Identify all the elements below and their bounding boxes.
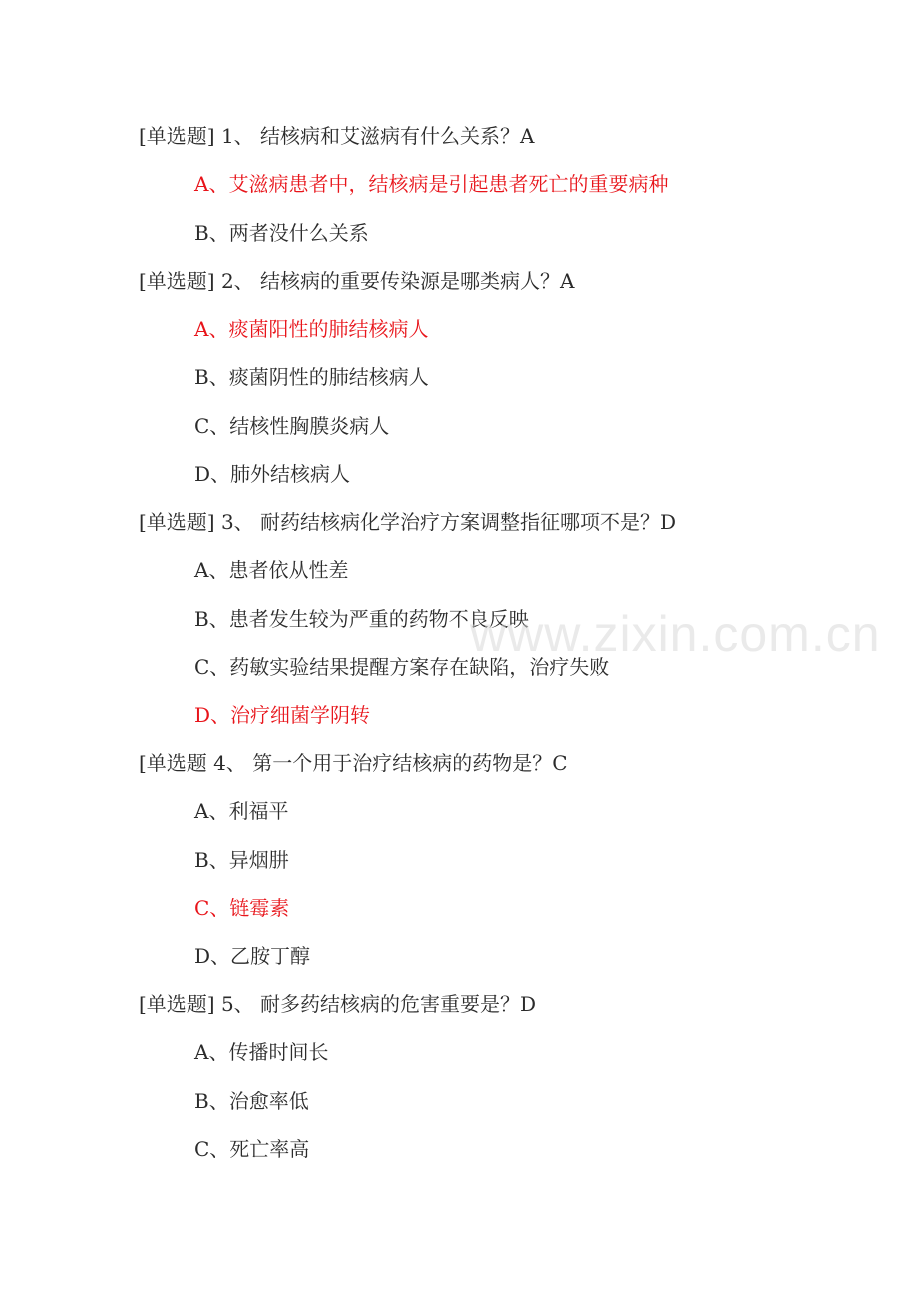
question-4-option-b: B、异烟肼 <box>194 848 289 872</box>
question-3-option-c: C、药敏实验结果提醒方案存在缺陷，治疗失败 <box>194 655 610 679</box>
question-4-option-d: D、乙胺丁醇 <box>194 944 311 968</box>
question-2-option-b: B、痰菌阴性的肺结核病人 <box>194 365 429 389</box>
question-5-option-a: A、传播时间长 <box>194 1040 329 1064</box>
question-1-option-b: B、两者没什么关系 <box>194 221 369 245</box>
question-4-option-a: A、利福平 <box>194 799 289 823</box>
question-3-option-d: D、治疗细菌学阴转 <box>194 703 371 727</box>
question-2-option-d: D、肺外结核病人 <box>194 462 351 486</box>
question-3: [单选题] 3、 耐药结核病化学治疗方案调整指征哪项不是？D <box>139 510 677 534</box>
question-3-option-b: B、患者发生较为严重的药物不良反映 <box>194 607 529 631</box>
question-2-option-c: C、结核性胸膜炎病人 <box>194 414 390 438</box>
question-2: [单选题] 2、 结核病的重要传染源是哪类病人？A <box>139 269 575 293</box>
question-5-option-c: C、死亡率高 <box>194 1137 310 1161</box>
question-4: [单选题 4、 第一个用于治疗结核病的药物是？C <box>139 751 568 775</box>
question-2-option-a: A、痰菌阳性的肺结核病人 <box>194 317 429 341</box>
question-3-option-a: A、患者依从性差 <box>194 558 349 582</box>
watermark: www.zixin.com.cn <box>470 606 881 662</box>
question-4-option-c: C、链霉素 <box>194 896 290 920</box>
question-1-option-a: A、艾滋病患者中，结核病是引起患者死亡的重要病种 <box>194 172 669 196</box>
question-1: [单选题] 1、 结核病和艾滋病有什么关系？A <box>139 124 535 148</box>
question-5-option-b: B、治愈率低 <box>194 1089 309 1113</box>
question-5: [单选题] 5、 耐多药结核病的危害重要是？D <box>139 992 537 1016</box>
